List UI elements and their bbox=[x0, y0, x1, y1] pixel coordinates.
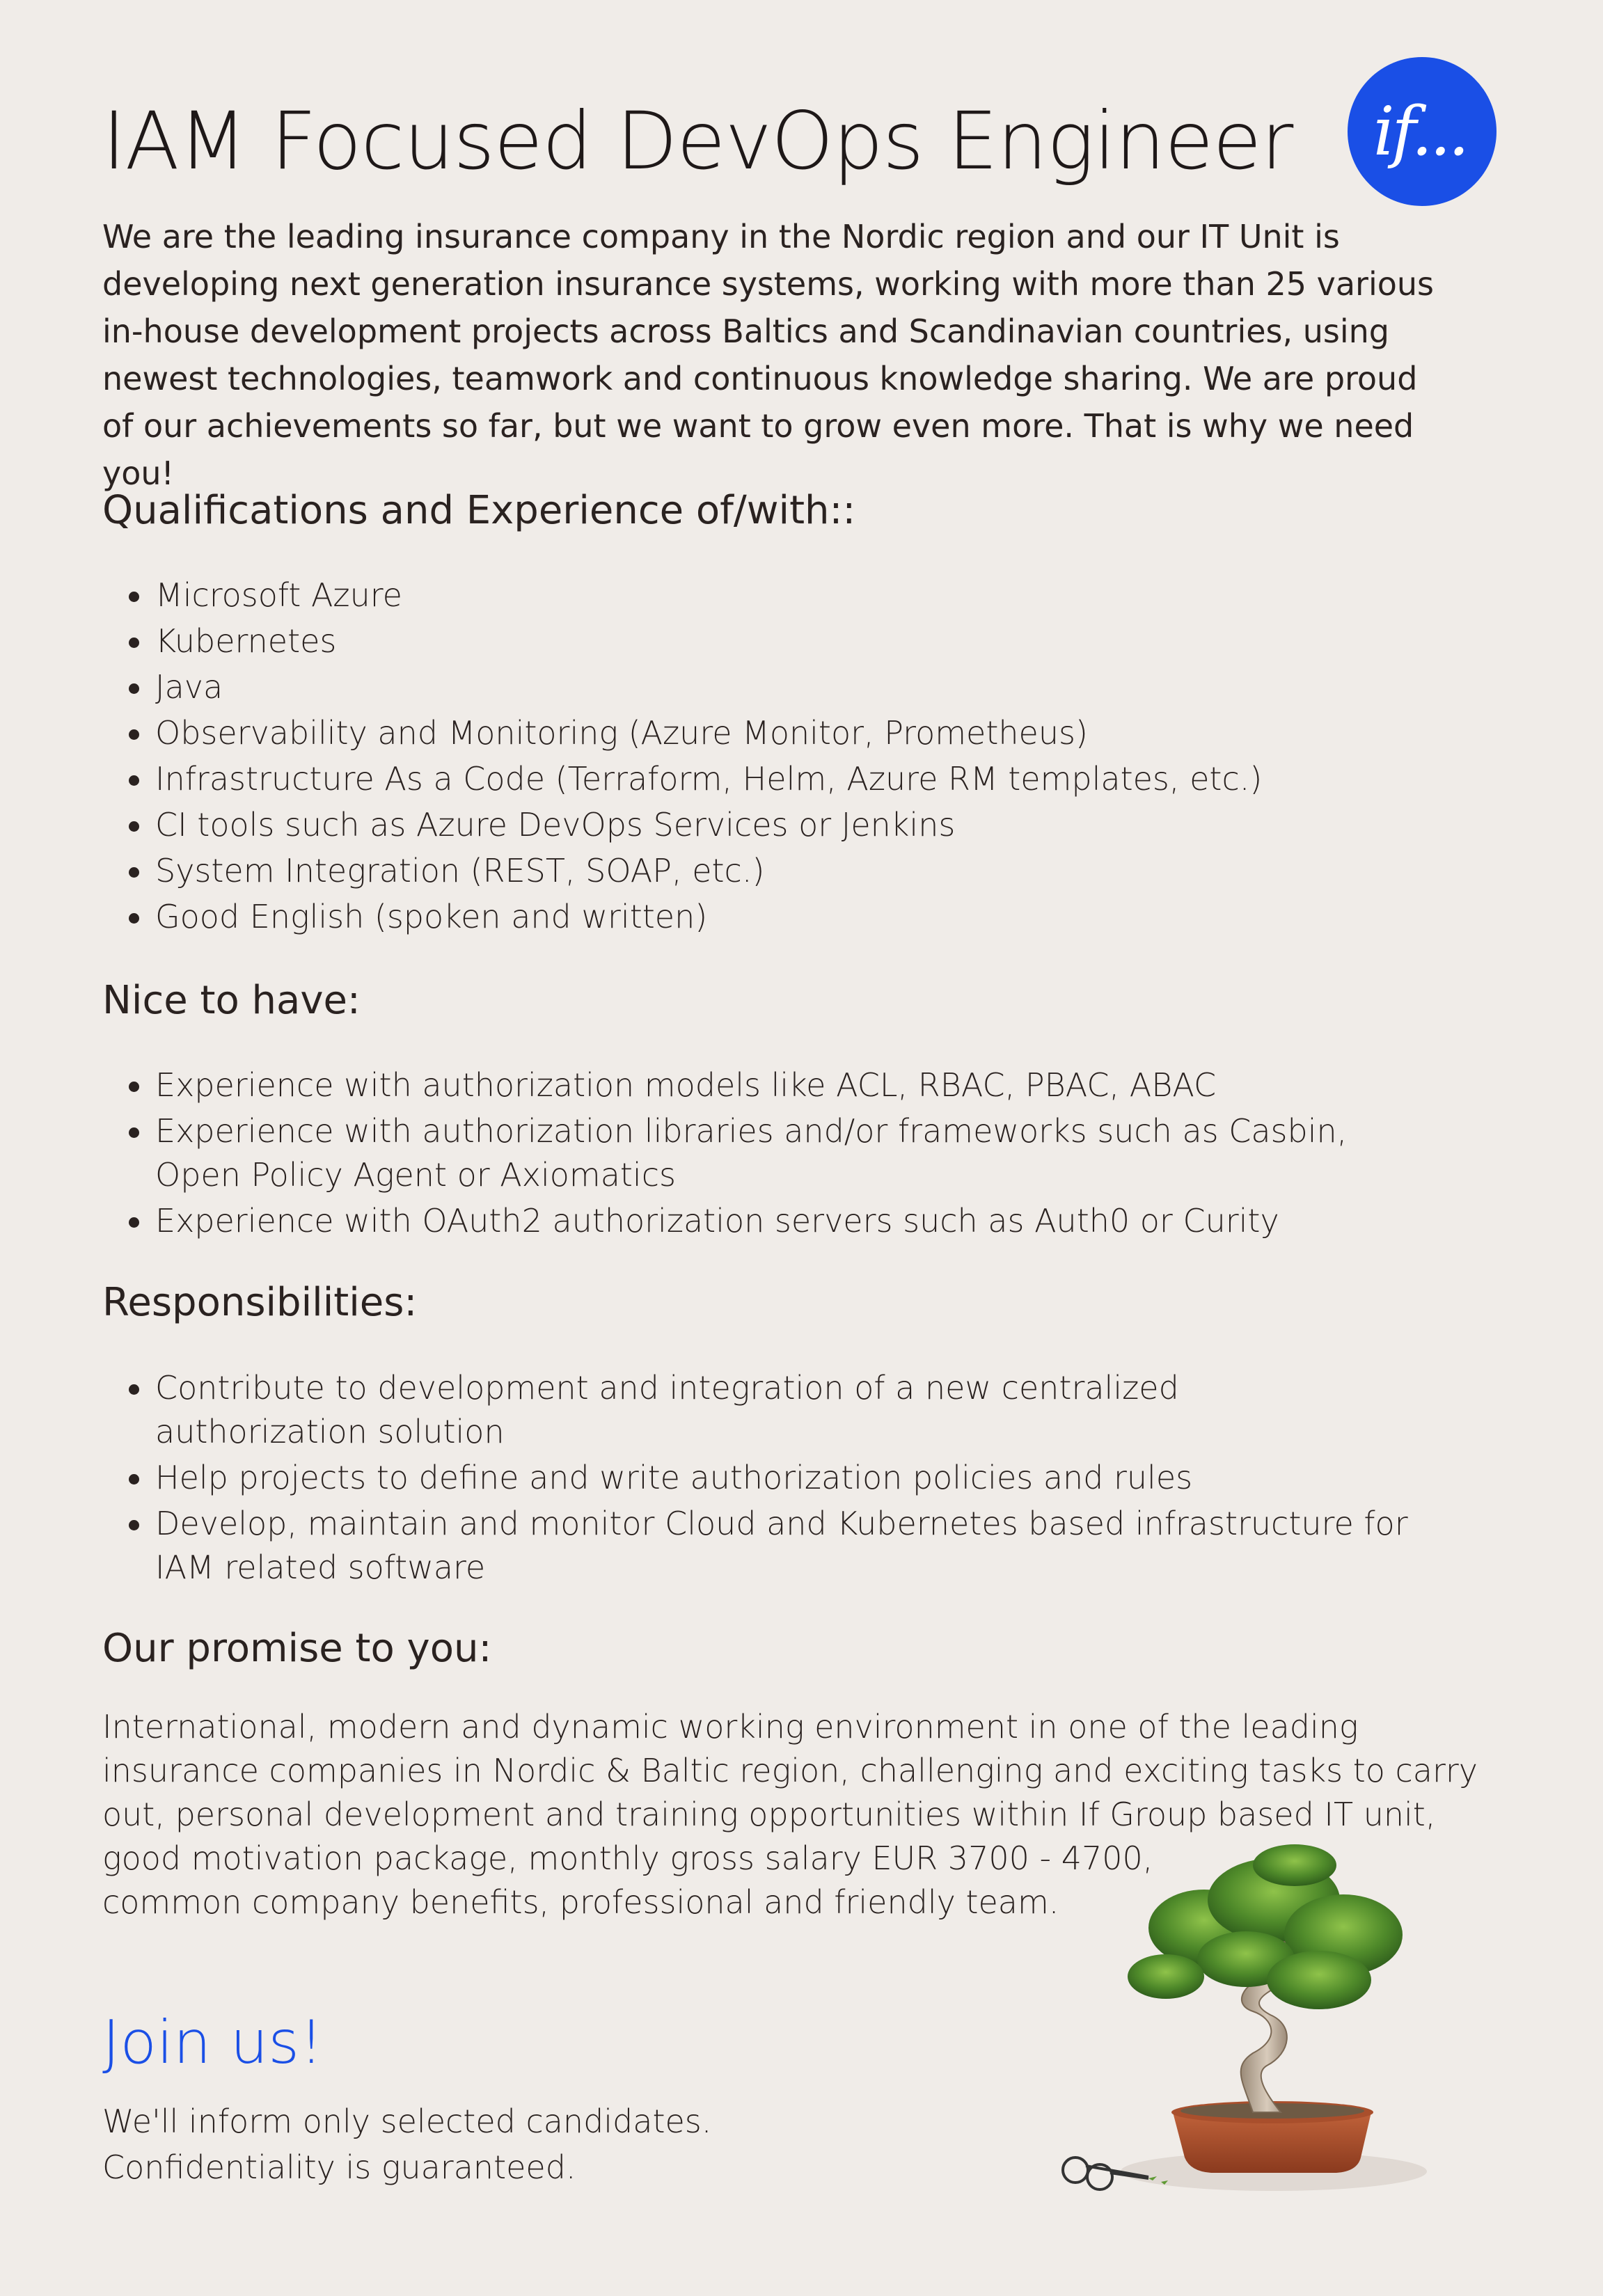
footer-line-confidential: Confidentiality is guaranteed. bbox=[102, 2148, 576, 2186]
qualifications-list bbox=[129, 573, 1451, 941]
bonsai-tree-illustration bbox=[1044, 1844, 1448, 2206]
intro-paragraph: We are the leading insurance company in the Nordic region and our IT Unit is developing next generation insurance systems, working with more than 25 various in-house development projects across Baltics and Scandinavian countries, using newest technologies, teamwork and continuous knowledge sharing. We are proud of our achievements so far, but we want to grow even more. That is why we need you! bbox=[102, 218, 1434, 492]
list-item: Develop, maintain and monitor Cloud and Kubernetes based infrastructure for IAM related software bbox=[129, 1502, 1444, 1590]
list-item: Experience with OAuth2 authorization servers such as Auth0 or Curity bbox=[129, 1199, 1423, 1243]
list-item: Experience with authorization libraries and/or frameworks such as Casbin, Open Policy Agent or Axiomatics bbox=[129, 1109, 1423, 1197]
footer-note bbox=[102, 2098, 711, 2190]
list-item: Help projects to define and write authorization policies and rules bbox=[129, 1456, 1444, 1500]
nice-to-have-heading: Nice to have: bbox=[102, 978, 361, 1023]
list-item: Java bbox=[129, 665, 1451, 709]
list-item: System Integration (REST, SOAP, etc.) bbox=[129, 849, 1451, 893]
logo-text: if... bbox=[1373, 93, 1467, 171]
promise-heading: Our promise to you: bbox=[102, 1626, 492, 1671]
list-item: Infrastructure As a Code (Terraform, Helm, Azure RM templates, etc.) bbox=[129, 757, 1451, 801]
join-us-heading: Join us! bbox=[102, 2008, 324, 2077]
promise-line: out, personal development and training opportunities within If Group based IT unit, bbox=[102, 1796, 1436, 1833]
qualifications-heading: Qualifications and Experience of/with:: bbox=[102, 488, 856, 533]
list-item: Microsoft Azure bbox=[129, 573, 1451, 617]
responsibilities-heading: Responsibilities: bbox=[102, 1280, 418, 1325]
list-item: Observability and Monitoring (Azure Monitor, Prometheus) bbox=[129, 711, 1451, 755]
list-item: Kubernetes bbox=[129, 619, 1451, 663]
promise-line: good motivation package, monthly gross salary EUR 3700 - 4700, bbox=[102, 1839, 1153, 1877]
list-item: Experience with authorization models like ACL, RBAC, PBAC, ABAC bbox=[129, 1063, 1423, 1107]
nice-to-have-list bbox=[129, 1063, 1423, 1245]
page-title: IAM Focused DevOps Engineer bbox=[102, 95, 1293, 187]
promise-line: International, modern and dynamic working environment in one of the leading bbox=[102, 1708, 1359, 1745]
list-item: Good English (spoken and written) bbox=[129, 895, 1451, 939]
if-logo bbox=[1348, 57, 1497, 206]
promise-line: common company benefits, professional and friendly team. bbox=[102, 1883, 1059, 1921]
list-item: CI tools such as Azure DevOps Services or Jenkins bbox=[129, 803, 1451, 847]
promise-line: insurance companies in Nordic & Baltic region, challenging and exciting tasks to carry bbox=[102, 1752, 1478, 1789]
list-item: Contribute to development and integration of a new centralized authorization solution bbox=[129, 1366, 1387, 1454]
responsibilities-list bbox=[129, 1366, 1444, 1592]
footer-line-selected: We'll inform only selected candidates. bbox=[102, 2103, 712, 2140]
